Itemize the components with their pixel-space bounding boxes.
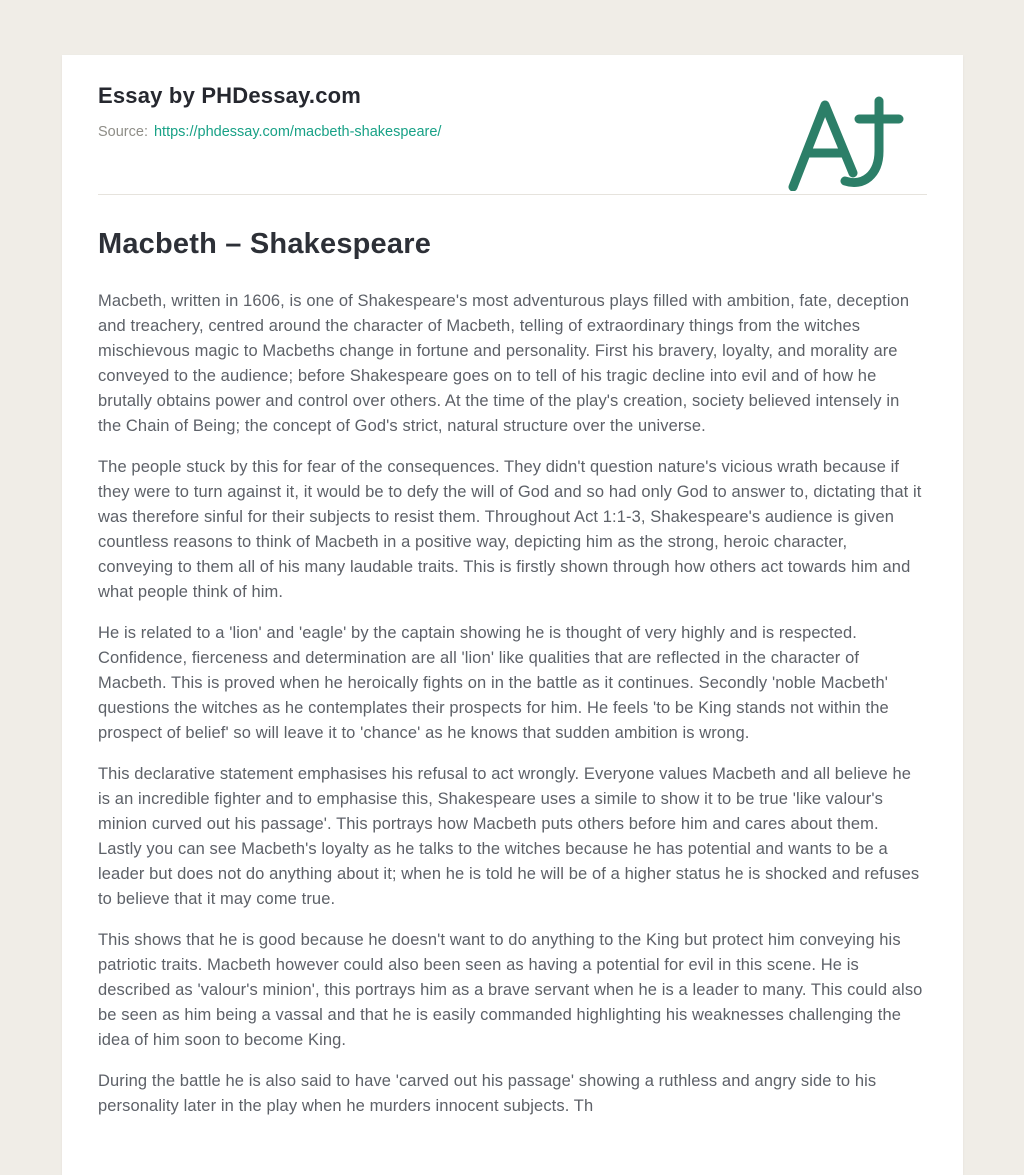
article-title: Macbeth – Shakespeare — [98, 228, 432, 260]
essay-by-title: Essay by PHDessay.com — [98, 83, 362, 108]
source-url-link[interactable]: https://phdessay.com/macbeth-shakespeare/ — [153, 124, 442, 140]
paragraph: Macbeth, written in 1606, is one of Shakespeare's most adventurous plays filled with ambition, fate, deception and treachery, centred around the character of Macbeth, telling of extraordinary things from the witches mischievous magic to Macbeths change in fortune and personality. First his bravery, loyalty, and morality are conveyed to the audience; before Shakespeare goes on to tell of his tragic decline into evil and of how he brutally obtains power and control over others. At the time of the play's creation, society believed intensely in the Chain of Being; the concept of God's strict, natural structure over the universe. — [98, 292, 910, 435]
paragraph: The people stuck by this for fear of the consequences. They didn't question nature's vicious wrath because if they were to turn against it, it would be to defy the will of God and so had only God to answer to, dictating that it was therefore sinful for their subjects to resist them. Throughout Act 1:1-3, Shakespeare's audience is given countless reasons to think of Macbeth in a positive way, depicting him as the strong, heroic character, conveying to them all of his many laudable traits. This is firstly shown through how others act towards him and what people think of him. — [98, 458, 922, 601]
article-body — [98, 289, 927, 1119]
paragraph: During the battle he is also said to have 'carved out his passage' showing a ruthless and angry side to his personality later in the play when he murders innocent subjects. Th — [98, 1072, 877, 1115]
source-line — [98, 124, 767, 140]
source-label: Source: — [98, 124, 148, 140]
header-divider — [98, 194, 927, 195]
paragraph: This shows that he is good because he doesn't want to do anything to the King but protect him conveying his patriotic traits. Macbeth however could also been seen as having a potential for evil in this scene. He is described as 'valour's minion', this portrays him as a brave servant when he is a leader to many. This could also be seen as him being a vassal and that he is easily commanded highlighting his weaknesses challenging the idea of him soon to become King. — [98, 931, 923, 1049]
essay-card — [62, 55, 963, 1175]
card-header — [98, 83, 927, 140]
paragraph: He is related to a 'lion' and 'eagle' by the captain showing he is thought of very highly and is respected. Confidence, fierceness and determination are all 'lion' like qualities that are reflected in the character of Macbeth. This is proved when he heroically fights on in the battle as it continues. Secondly 'noble Macbeth' questions the witches as he contemplates their prospects for him. He feels 'to be King stands not within the prospect of belief' so will leave it to 'chance' as he knows that sudden ambition is wrong. — [98, 624, 889, 742]
phdessay-a-plus-logo — [787, 95, 905, 191]
paragraph: This declarative statement emphasises his refusal to act wrongly. Everyone values Macbeth and all believe he is an incredible fighter and to emphasise this, Shakespeare uses a simile to show it to be true 'like valour's minion curved out his passage'. This portrays how Macbeth puts others before him and cares about them. Lastly you can see Macbeth's loyalty as he talks to the witches because he has potential and wants to be a leader but does not do anything about it; when he is told he will be of a higher status he is shocked and refuses to believe that it may come true. — [98, 765, 920, 908]
